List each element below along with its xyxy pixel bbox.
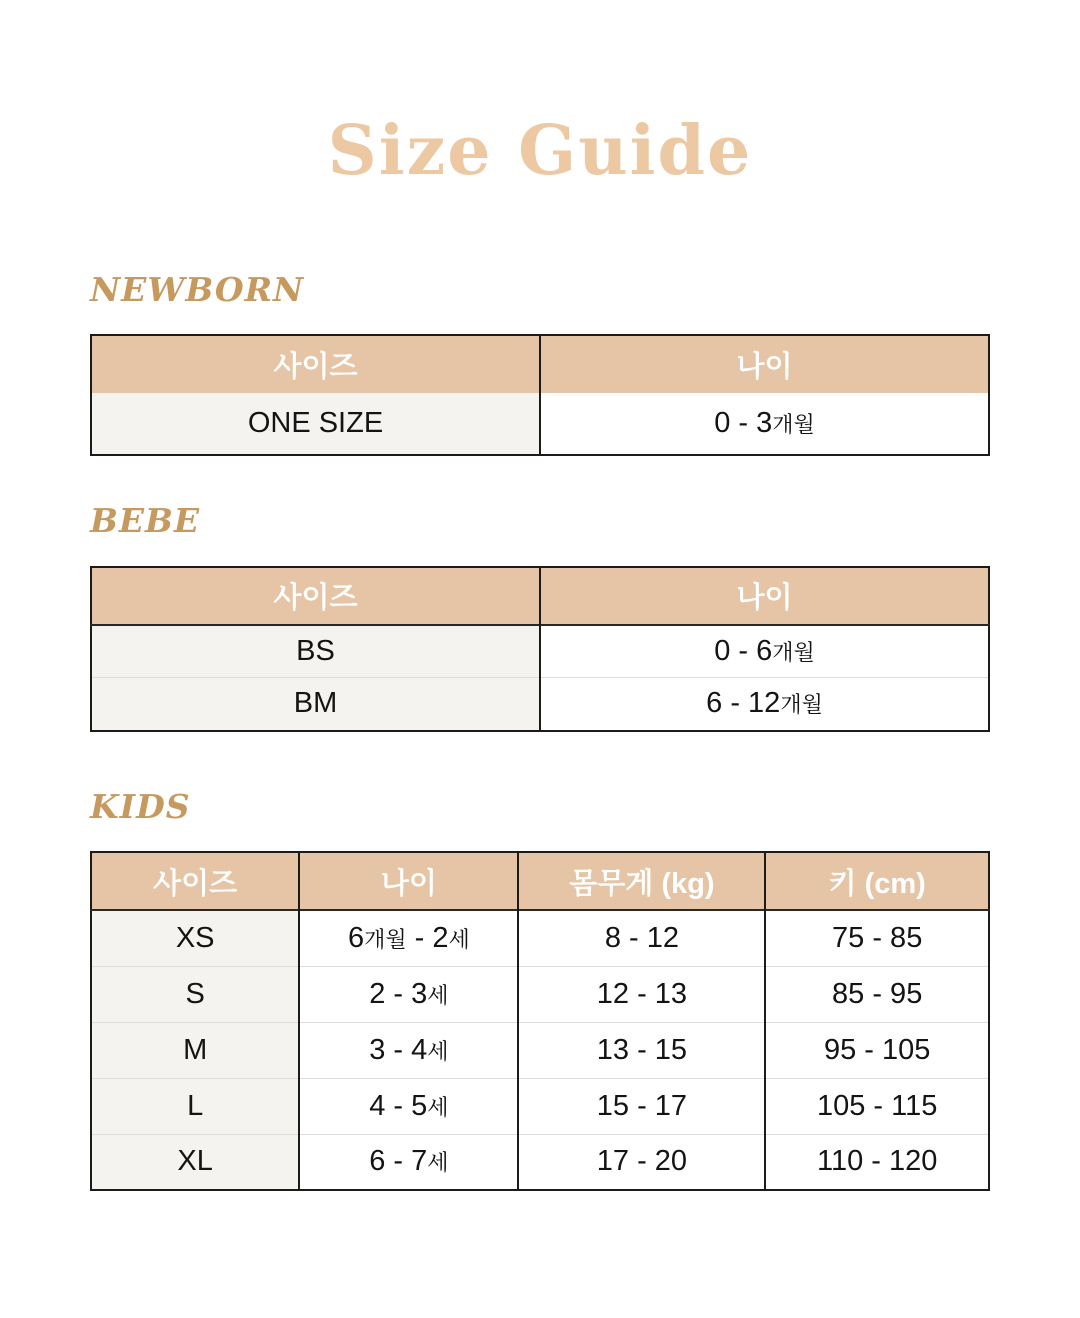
table-row [91,1134,989,1190]
column-header: 사이즈 [91,852,299,910]
table-row [91,678,989,731]
table-cell: 110 - 120 [765,1134,989,1190]
table-cell: 6 - 7세 [299,1134,518,1190]
korean-unit-label: 개월 [772,412,815,438]
table-cell: XL [91,1134,299,1190]
section-heading-newborn: NEWBORN [90,269,305,309]
table-cell: 0 - 6개월 [540,625,989,678]
header-row [91,335,989,393]
section-bebe [90,501,990,731]
table-cell: L [91,1078,299,1134]
column-header: 사이즈 [91,567,540,625]
table-cell: 85 - 95 [765,966,989,1022]
table-cell: S [91,966,299,1022]
header-row [91,567,989,625]
table-cell: BM [91,678,540,731]
table-cell: 0 - 3개월 [540,393,989,455]
table-row [91,1078,989,1134]
section-kids [90,786,990,1191]
column-header: 사이즈 [91,335,540,393]
korean-unit-label: 세 [427,982,449,1008]
table-row [91,1022,989,1078]
table-cell: 13 - 15 [518,1022,765,1078]
korean-unit-label: 세 [427,1094,449,1120]
table-row [91,625,989,678]
column-header: 몸무게 (kg) [518,852,765,910]
table-cell: ONE SIZE [91,393,540,455]
table-row [91,966,989,1022]
table-cell: 15 - 17 [518,1078,765,1134]
table-cell: 3 - 4세 [299,1022,518,1078]
table-cell: 4 - 5세 [299,1078,518,1134]
column-header: 키 (cm) [765,852,989,910]
newborn-size-table [90,334,990,456]
table-cell: 17 - 20 [518,1134,765,1190]
table-cell: 12 - 13 [518,966,765,1022]
table-cell: M [91,1022,299,1078]
table-cell: 105 - 115 [765,1078,989,1134]
table-cell: 95 - 105 [765,1022,989,1078]
kids-size-table [90,851,990,1191]
section-heading-kids: KIDS [90,786,191,826]
korean-unit-label: 세 [427,1150,449,1176]
korean-unit-label: 개월 [364,926,407,952]
section-newborn [90,269,990,456]
table-cell: 8 - 12 [518,910,765,966]
page-title: Size Guide [327,110,753,191]
table-row [91,393,989,455]
table-cell: 6 - 12개월 [540,678,989,731]
table-cell: 2 - 3세 [299,966,518,1022]
bebe-size-table [90,566,990,732]
section-heading-bebe: BEBE [90,501,201,541]
column-header: 나이 [540,335,989,393]
korean-unit-label: 개월 [772,639,815,665]
column-header: 나이 [299,852,518,910]
header-row [91,852,989,910]
korean-unit-label: 세 [448,926,470,952]
column-header: 나이 [540,567,989,625]
table-cell: 75 - 85 [765,910,989,966]
korean-unit-label: 개월 [780,692,823,718]
table-row [91,910,989,966]
size-guide-page [0,46,1080,1192]
table-cell: 6개월 - 2세 [299,910,518,966]
table-cell: XS [91,910,299,966]
korean-unit-label: 세 [427,1038,449,1064]
table-cell: BS [91,625,540,678]
